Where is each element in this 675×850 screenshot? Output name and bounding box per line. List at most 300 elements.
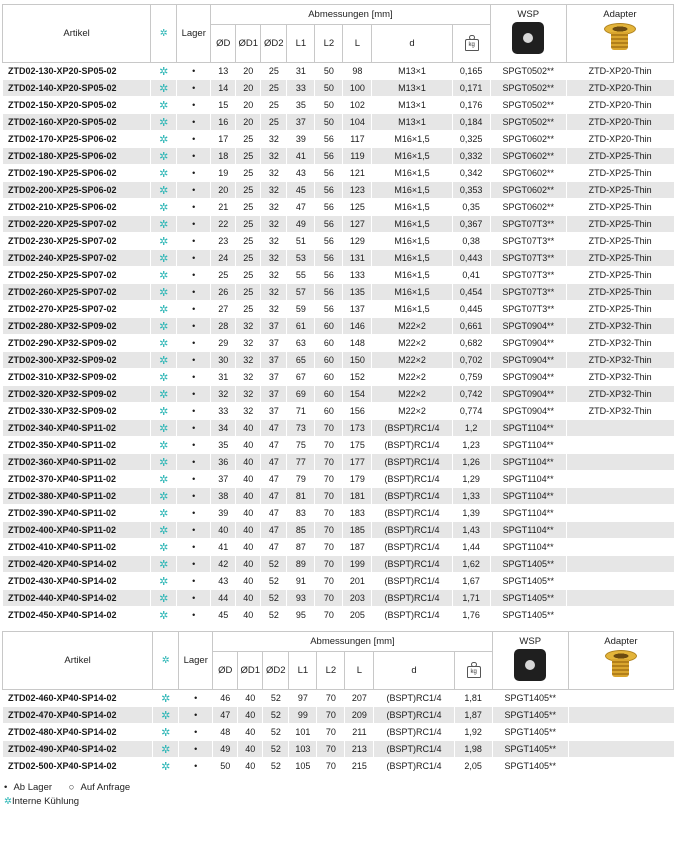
cell-adapter xyxy=(566,573,673,590)
snowflake-icon: ✲ xyxy=(4,796,12,807)
cell-l1: 51 xyxy=(287,233,315,250)
cell-l1: 105 xyxy=(289,758,317,775)
article-number: ZTD02-290-XP32-SP09-02 xyxy=(3,335,151,352)
cell-thread: M16×1,5 xyxy=(372,165,452,182)
cell-d: 31 xyxy=(211,369,236,386)
cell-l2: 56 xyxy=(315,233,343,250)
cell-d1: 40 xyxy=(236,420,261,437)
snowflake-icon: ✲ xyxy=(151,114,177,131)
stock-dot-icon: • xyxy=(177,539,211,556)
cell-l2: 70 xyxy=(317,707,345,724)
cell-d: 43 xyxy=(211,573,236,590)
cell-l: 203 xyxy=(343,590,372,607)
cell-d2: 47 xyxy=(261,437,287,454)
cell-l2: 56 xyxy=(315,301,343,318)
cell-d2: 52 xyxy=(261,590,287,607)
cell-l: 129 xyxy=(343,233,372,250)
cell-l1: 49 xyxy=(287,216,315,233)
snowflake-icon: ✲ xyxy=(151,63,177,80)
cell-wsp: SPGT07T3** xyxy=(490,233,566,250)
cell-l1: 71 xyxy=(287,403,315,420)
col-header-wsp xyxy=(490,5,566,63)
cell-wsp: SPGT0602** xyxy=(490,182,566,199)
cell-adapter: ZTD-XP25-Thin xyxy=(566,182,673,199)
cell-d: 16 xyxy=(211,114,236,131)
cell-adapter xyxy=(568,724,673,741)
cell-wsp: SPGT0502** xyxy=(490,97,566,114)
stock-dot-icon: • xyxy=(177,233,211,250)
table-row xyxy=(3,284,674,301)
stock-dot-icon: • xyxy=(177,488,211,505)
cell-wsp: SPGT1405** xyxy=(492,724,568,741)
cell-d1: 40 xyxy=(236,488,261,505)
stock-dot-icon: • xyxy=(177,607,211,624)
article-number: ZTD02-500-XP40-SP14-02 xyxy=(3,758,153,775)
snowflake-icon: ✲ xyxy=(151,386,177,403)
cell-thread: M16×1,5 xyxy=(372,267,452,284)
snowflake-icon: ✲ xyxy=(151,216,177,233)
cell-d: 21 xyxy=(211,199,236,216)
table-row xyxy=(3,556,674,573)
cell-d2: 47 xyxy=(261,420,287,437)
cell-l2: 70 xyxy=(315,573,343,590)
table-row xyxy=(3,148,674,165)
cell-weight: 0,742 xyxy=(452,386,490,403)
snowflake-icon: ✲ xyxy=(153,758,179,775)
cell-adapter: ZTD-XP25-Thin xyxy=(566,165,673,182)
cell-d2: 47 xyxy=(261,539,287,556)
cell-weight: 1,29 xyxy=(452,471,490,488)
stock-dot-icon: • xyxy=(177,80,211,97)
cell-d: 27 xyxy=(211,301,236,318)
col-header-d2: ØD2 xyxy=(263,652,289,690)
cell-l1: 77 xyxy=(287,454,315,471)
article-number: ZTD02-140-XP20-SP05-02 xyxy=(3,80,151,97)
cell-weight: 1,33 xyxy=(452,488,490,505)
cell-weight: 0,454 xyxy=(452,284,490,301)
cell-d: 15 xyxy=(211,97,236,114)
cell-l2: 70 xyxy=(315,556,343,573)
wsp-label: WSP xyxy=(517,9,540,20)
cell-weight: 1,87 xyxy=(454,707,492,724)
table-row xyxy=(3,131,674,148)
cell-l1: 59 xyxy=(287,301,315,318)
cell-l: 215 xyxy=(345,758,374,775)
cell-weight: 0,325 xyxy=(452,131,490,148)
cell-thread: M13×1 xyxy=(372,80,452,97)
cell-d1: 40 xyxy=(236,505,261,522)
cell-d: 37 xyxy=(211,471,236,488)
cell-l: 125 xyxy=(343,199,372,216)
cell-adapter: ZTD-XP25-Thin xyxy=(566,284,673,301)
cell-weight: 1,39 xyxy=(452,505,490,522)
snowflake-icon: ✲ xyxy=(153,741,179,758)
snowflake-icon: ✲ xyxy=(151,471,177,488)
cell-d1: 32 xyxy=(236,369,261,386)
adapter-label: Adapter xyxy=(604,636,638,647)
cell-l: 177 xyxy=(343,454,372,471)
cell-d1: 20 xyxy=(236,97,261,114)
cell-d2: 37 xyxy=(261,318,287,335)
cell-wsp: SPGT07T3** xyxy=(490,250,566,267)
cell-thread: M16×1,5 xyxy=(372,148,452,165)
cell-wsp: SPGT0904** xyxy=(490,403,566,420)
stock-dot-icon: • xyxy=(177,420,211,437)
cell-thread: (BSPT)RC1/4 xyxy=(374,741,454,758)
col-header-l2: L2 xyxy=(317,652,345,690)
cell-thread: M13×1 xyxy=(372,63,452,80)
cell-adapter: ZTD-XP32-Thin xyxy=(566,369,673,386)
cell-d: 26 xyxy=(211,284,236,301)
cell-weight: 0,702 xyxy=(452,352,490,369)
snowflake-icon: ✲ xyxy=(151,199,177,216)
cell-d2: 52 xyxy=(263,741,289,758)
cell-d: 45 xyxy=(211,607,236,624)
cell-adapter: ZTD-XP25-Thin xyxy=(566,199,673,216)
cell-wsp: SPGT1405** xyxy=(490,556,566,573)
cell-l: 199 xyxy=(343,556,372,573)
snowflake-icon: ✲ xyxy=(151,267,177,284)
snowflake-icon: ✲ xyxy=(151,131,177,148)
stock-dot-icon: • xyxy=(177,165,211,182)
cell-l2: 70 xyxy=(315,454,343,471)
snowflake-icon: ✲ xyxy=(151,573,177,590)
cell-d: 38 xyxy=(211,488,236,505)
table-row xyxy=(3,233,674,250)
cell-l2: 60 xyxy=(315,352,343,369)
cell-d1: 40 xyxy=(236,471,261,488)
article-number: ZTD02-340-XP40-SP11-02 xyxy=(3,420,151,437)
table-row xyxy=(3,539,674,556)
cell-adapter: ZTD-XP20-Thin xyxy=(566,114,673,131)
cell-adapter xyxy=(566,454,673,471)
cell-thread: M16×1,5 xyxy=(372,216,452,233)
adapter-image xyxy=(603,23,637,53)
article-number: ZTD02-410-XP40-SP11-02 xyxy=(3,539,151,556)
cell-d2: 52 xyxy=(261,607,287,624)
cell-adapter: ZTD-XP20-Thin xyxy=(566,63,673,80)
cell-d1: 40 xyxy=(236,437,261,454)
article-number: ZTD02-160-XP20-SP05-02 xyxy=(3,114,151,131)
cell-l1: 85 xyxy=(287,522,315,539)
stock-dot-icon: • xyxy=(177,318,211,335)
snowflake-icon: ✲ xyxy=(153,724,179,741)
cell-l1: 99 xyxy=(289,707,317,724)
cell-d2: 52 xyxy=(263,724,289,741)
cell-d1: 25 xyxy=(236,267,261,284)
snowflake-icon: ✲ xyxy=(151,403,177,420)
cell-l1: 47 xyxy=(287,199,315,216)
table-row xyxy=(3,505,674,522)
snowflake-icon: ✲ xyxy=(151,369,177,386)
col-header-lager: Lager xyxy=(177,5,211,63)
article-number: ZTD02-440-XP40-SP14-02 xyxy=(3,590,151,607)
cell-weight: 0,176 xyxy=(452,97,490,114)
cell-d: 44 xyxy=(211,590,236,607)
stock-dot-icon: • xyxy=(177,522,211,539)
table-row xyxy=(3,216,674,233)
cell-d: 46 xyxy=(213,690,238,707)
cell-wsp: SPGT1104** xyxy=(490,471,566,488)
cell-l1: 103 xyxy=(289,741,317,758)
cell-l2: 56 xyxy=(315,165,343,182)
snowflake-icon: ✲ xyxy=(151,80,177,97)
cell-weight: 1,92 xyxy=(454,724,492,741)
cell-adapter: ZTD-XP20-Thin xyxy=(566,80,673,97)
cell-d1: 25 xyxy=(236,250,261,267)
cell-thread: (BSPT)RC1/4 xyxy=(372,573,452,590)
cell-thread: (BSPT)RC1/4 xyxy=(372,454,452,471)
stock-dot-icon: • xyxy=(179,758,213,775)
legend-ab-lager: Ab Lager xyxy=(13,782,53,793)
cell-weight: 0,332 xyxy=(452,148,490,165)
article-number: ZTD02-200-XP25-SP06-02 xyxy=(3,182,151,199)
cell-wsp: SPGT1104** xyxy=(490,505,566,522)
cell-d1: 40 xyxy=(236,573,261,590)
cell-d2: 47 xyxy=(261,505,287,522)
cell-l1: 97 xyxy=(289,690,317,707)
cell-d: 22 xyxy=(211,216,236,233)
cell-d: 30 xyxy=(211,352,236,369)
snowflake-icon: ✲ xyxy=(151,539,177,556)
cell-l1: 53 xyxy=(287,250,315,267)
cell-wsp: SPGT1104** xyxy=(490,437,566,454)
table-row xyxy=(3,318,674,335)
col-header-wsp-2 xyxy=(492,632,568,690)
table-row xyxy=(3,97,674,114)
cell-d2: 52 xyxy=(261,556,287,573)
col-header-abmessungen: Abmessungen [mm] xyxy=(211,5,490,25)
cell-d1: 25 xyxy=(236,182,261,199)
cell-adapter: ZTD-XP25-Thin xyxy=(566,148,673,165)
cell-wsp: SPGT1104** xyxy=(490,488,566,505)
snowflake-icon: ✲ xyxy=(151,97,177,114)
stock-dot-icon: • xyxy=(177,216,211,233)
cell-thread: M16×1,5 xyxy=(372,284,452,301)
article-number: ZTD02-250-XP25-SP07-02 xyxy=(3,267,151,284)
cell-l2: 70 xyxy=(315,539,343,556)
cell-d2: 37 xyxy=(261,386,287,403)
cell-l: 123 xyxy=(343,182,372,199)
cell-d2: 32 xyxy=(261,199,287,216)
table-row xyxy=(3,590,674,607)
cell-l1: 37 xyxy=(287,114,315,131)
col-header-lager-2: Lager xyxy=(179,632,213,690)
table-row xyxy=(3,182,674,199)
snowflake-icon: ✲ xyxy=(151,352,177,369)
cell-thread: M22×2 xyxy=(372,369,452,386)
cell-adapter: ZTD-XP32-Thin xyxy=(566,386,673,403)
legend-row-coolant xyxy=(4,796,134,807)
stock-dot-icon: • xyxy=(177,131,211,148)
cell-l: 150 xyxy=(343,352,372,369)
cell-l2: 50 xyxy=(315,63,343,80)
cell-l: 173 xyxy=(343,420,372,437)
snowflake-icon: ✲ xyxy=(153,707,179,724)
cell-d1: 32 xyxy=(236,352,261,369)
cell-d: 40 xyxy=(211,522,236,539)
cell-l: 179 xyxy=(343,471,372,488)
table-row xyxy=(3,454,674,471)
col-header-artikel-2: Artikel xyxy=(3,632,153,690)
col-header-abmessungen-2: Abmessungen [mm] xyxy=(213,632,492,652)
weight-icon: kg xyxy=(465,35,478,50)
cell-l: 207 xyxy=(345,690,374,707)
stock-dot-icon: • xyxy=(177,148,211,165)
on-request-circle-icon: ○ xyxy=(68,782,75,793)
cell-thread: (BSPT)RC1/4 xyxy=(372,437,452,454)
cell-wsp: SPGT0602** xyxy=(490,199,566,216)
col-header-adapter xyxy=(566,5,673,63)
cell-d: 41 xyxy=(211,539,236,556)
cell-adapter: ZTD-XP32-Thin xyxy=(566,335,673,352)
cell-thread: (BSPT)RC1/4 xyxy=(372,420,452,437)
cell-thread: (BSPT)RC1/4 xyxy=(372,607,452,624)
cell-d: 42 xyxy=(211,556,236,573)
stock-dot-icon: • xyxy=(177,63,211,80)
snowflake-icon: ✲ xyxy=(151,556,177,573)
cell-l2: 70 xyxy=(315,471,343,488)
cell-l2: 56 xyxy=(315,148,343,165)
col-header-d: ØD xyxy=(211,25,236,63)
snowflake-icon: ✲ xyxy=(159,28,168,39)
cell-l: 209 xyxy=(345,707,374,724)
cell-l: 187 xyxy=(343,539,372,556)
col-header-artikel: Artikel xyxy=(3,5,151,63)
cell-wsp: SPGT1104** xyxy=(490,522,566,539)
cell-adapter: ZTD-XP20-Thin xyxy=(566,97,673,114)
cell-thread: (BSPT)RC1/4 xyxy=(372,522,452,539)
cell-thread: M16×1,5 xyxy=(372,131,452,148)
stock-dot-icon: • xyxy=(177,267,211,284)
cell-weight: 1,67 xyxy=(452,573,490,590)
cell-weight: 0,38 xyxy=(452,233,490,250)
cell-l1: 79 xyxy=(287,471,315,488)
cell-d1: 40 xyxy=(238,724,263,741)
table-row xyxy=(3,165,674,182)
table-row xyxy=(3,573,674,590)
cell-weight: 0,184 xyxy=(452,114,490,131)
cell-l1: 35 xyxy=(287,97,315,114)
stock-dot-icon: • xyxy=(177,369,211,386)
cell-thread: (BSPT)RC1/4 xyxy=(372,590,452,607)
cell-wsp: SPGT1405** xyxy=(492,758,568,775)
stock-dot-icon: • xyxy=(177,250,211,267)
cell-l: 100 xyxy=(343,80,372,97)
article-number: ZTD02-360-XP40-SP11-02 xyxy=(3,454,151,471)
cell-d1: 32 xyxy=(236,386,261,403)
snowflake-icon: ✲ xyxy=(151,335,177,352)
stock-dot-icon: • xyxy=(177,556,211,573)
stock-dot-icon: • xyxy=(177,284,211,301)
cell-d: 18 xyxy=(211,148,236,165)
cell-l: 98 xyxy=(343,63,372,80)
table-row xyxy=(3,114,674,131)
cell-d2: 32 xyxy=(261,148,287,165)
cell-d: 49 xyxy=(213,741,238,758)
stock-dot-icon: • xyxy=(179,707,213,724)
cell-d1: 40 xyxy=(236,454,261,471)
cell-l: 102 xyxy=(343,97,372,114)
cell-l2: 60 xyxy=(315,386,343,403)
cell-thread: M16×1,5 xyxy=(372,301,452,318)
table-row xyxy=(3,63,674,80)
cell-wsp: SPGT0502** xyxy=(490,80,566,97)
cell-weight: 1,62 xyxy=(452,556,490,573)
cell-l1: 41 xyxy=(287,148,315,165)
cell-l2: 56 xyxy=(315,131,343,148)
cell-l1: 73 xyxy=(287,420,315,437)
cell-weight: 1,76 xyxy=(452,607,490,624)
cell-wsp: SPGT0904** xyxy=(490,386,566,403)
col-header-l: L xyxy=(345,652,374,690)
legend-row-stock xyxy=(4,782,134,793)
cell-d: 34 xyxy=(211,420,236,437)
cell-d2: 32 xyxy=(261,182,287,199)
article-number: ZTD02-450-XP40-SP14-02 xyxy=(3,607,151,624)
cell-l2: 70 xyxy=(315,488,343,505)
cell-adapter xyxy=(566,522,673,539)
cell-wsp: SPGT1104** xyxy=(490,539,566,556)
cell-d1: 25 xyxy=(236,233,261,250)
article-number: ZTD02-130-XP20-SP05-02 xyxy=(3,63,151,80)
cell-d2: 52 xyxy=(263,690,289,707)
cell-d: 20 xyxy=(211,182,236,199)
cell-l1: 33 xyxy=(287,80,315,97)
insert-image xyxy=(514,649,546,681)
cell-thread: M22×2 xyxy=(372,335,452,352)
cell-l: 104 xyxy=(343,114,372,131)
cell-d1: 20 xyxy=(236,63,261,80)
cell-adapter xyxy=(568,741,673,758)
cell-adapter: ZTD-XP32-Thin xyxy=(566,403,673,420)
cell-wsp: SPGT1405** xyxy=(490,573,566,590)
stock-dot-icon: • xyxy=(177,471,211,488)
cell-thread: (BSPT)RC1/4 xyxy=(372,539,452,556)
cell-l: 127 xyxy=(343,216,372,233)
article-number: ZTD02-320-XP32-SP09-02 xyxy=(3,386,151,403)
article-number: ZTD02-480-XP40-SP14-02 xyxy=(3,724,153,741)
cell-l1: 61 xyxy=(287,318,315,335)
cell-d2: 32 xyxy=(261,165,287,182)
col-header-d1: ØD1 xyxy=(236,25,261,63)
cell-l: 121 xyxy=(343,165,372,182)
cell-d: 13 xyxy=(211,63,236,80)
cell-wsp: SPGT0502** xyxy=(490,114,566,131)
cell-l2: 50 xyxy=(315,80,343,97)
cell-l1: 87 xyxy=(287,539,315,556)
cell-d: 35 xyxy=(211,437,236,454)
article-number: ZTD02-430-XP40-SP14-02 xyxy=(3,573,151,590)
cell-l: 148 xyxy=(343,335,372,352)
cell-l2: 60 xyxy=(315,318,343,335)
product-table-2 xyxy=(2,631,674,775)
legend-interne-kuehlung: Interne Kühlung xyxy=(11,796,80,807)
cell-l1: 91 xyxy=(287,573,315,590)
table-row xyxy=(3,437,674,454)
cell-d2: 47 xyxy=(261,454,287,471)
cell-l2: 60 xyxy=(315,369,343,386)
cell-l2: 70 xyxy=(315,420,343,437)
cell-d: 33 xyxy=(211,403,236,420)
cell-wsp: SPGT0602** xyxy=(490,131,566,148)
cell-wsp: SPGT0904** xyxy=(490,318,566,335)
table-row xyxy=(3,471,674,488)
cell-d: 23 xyxy=(211,233,236,250)
cell-wsp: SPGT0904** xyxy=(490,369,566,386)
cell-d2: 47 xyxy=(261,488,287,505)
stock-dot-icon: • xyxy=(177,437,211,454)
